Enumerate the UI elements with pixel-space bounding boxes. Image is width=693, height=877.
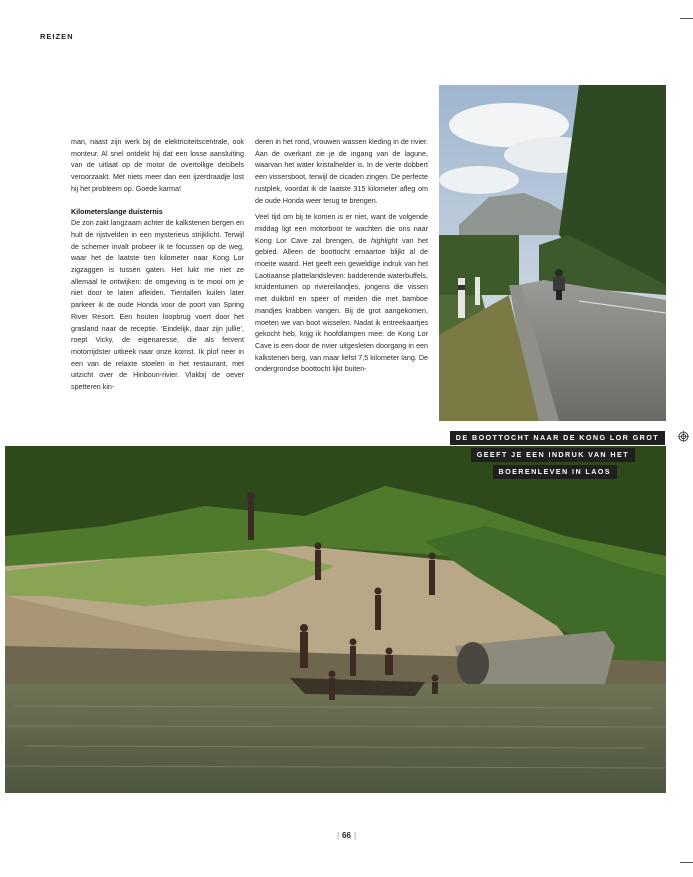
caption-line: GEEFT JE EEN INDRUK VAN HET (471, 448, 635, 462)
page-number-value: 66 (342, 831, 351, 840)
photo-caption (450, 431, 665, 479)
river-photo (5, 446, 666, 793)
page-number-divider: | (336, 831, 340, 840)
paragraph: De zon zakt langzaam achter de kalkstenen bergen en hult de rijstvelden in een mysterieus strijklicht. Terwijl de schemer invalt probeer ik te focussen op de weg, waar het de laatste tien kilometer naar Kong Lor zigzaggen is tussen gaten. Het lukt me niet ze allemaal te ontwijken: de omgeving is te mooi om je niet door te laten afleiden. Tientallen kuilen later parkeer ik de oude Honda voor de poort van Spring River Resort. Een houten loopbrug voert door het grasland naar de receptie. ‘Eindelijk, daar zijn jullie’, roept Vicky, de eigenaresse, die als fervent motorrijdster uitkeek naar onze komst. Ik plof neer in een van de relaxte stoelen in het restaurant, met uitzicht over de Hinboun-rivier. Vlakbij de oever spetteren kin- (71, 219, 244, 392)
subheading: Kilometerslange duisternis (71, 207, 163, 216)
road-photo (439, 85, 666, 421)
paragraph: man, naast zijn werk bij de elektriciteitscentrale, ook monteur. Al snel ontdekt hij dat een losse aansluiting van de uitlaat op de motor de overtollige decibels veroorzaakt. Met niets meer dan een ijzerdraadje lost hij het probleem op. Goede karma! (71, 138, 244, 193)
paragraph: deren in het rond, vrouwen wassen kleding in de rivier. Aan de overkant zie je de ingang van de lagune, waarvan het water kristalhelder is. In de verte dobbert een vissersboot, terwijl de cicaden zingen. De perfecte rustplek, voordat ik de laatste 315 kilometer afleg om de oude Honda weer terug te brengen. (255, 138, 428, 205)
registration-mark-icon (678, 431, 689, 442)
text-column-left (71, 137, 244, 394)
page-number (0, 831, 693, 840)
river-photo-illustration (5, 446, 666, 793)
crop-mark-bottom-right (680, 862, 693, 863)
crop-mark-top-right (680, 18, 693, 19)
emphasis: highlight (370, 236, 398, 245)
caption-line: DE BOOTTOCHT NAAR DE KONG LOR GROT (450, 431, 665, 445)
page-number-divider: | (353, 831, 357, 840)
text-column-right (255, 137, 428, 376)
road-photo-illustration (439, 85, 666, 421)
paragraph: Veel tijd om bij te komen is er niet, want de volgende middag ligt een motorboot te wachten die ons naar Kong Lor Cave zal brengen, de highlight van het gebied. Alleen de boottocht ernaartoe blijkt al de moeite waard. Het geeft een geweldige indruk van het Laotiaanse plattelandsleven: badderende waterbuffels, kruidentuinen op riviereilandjes, jongens die vissen met duikbril en speer of meiden die met bamboe mandjes krabben vangen. Bij de grot aangekomen, moeten we van boot wisselen. Nadat ik entreekaartjes gekocht heb, krijg ik hoofdlampen mee: de Kong Lor Cave is een door de rivier uitgesleten doorgang in een kalkstenen berg, van maar liefst 7,5 kilometer lang. De ondergrondse boottocht lijkt buiten- (255, 213, 428, 374)
section-label: REIZEN (40, 32, 74, 41)
caption-line: BOERENLEVEN IN LAOS (493, 465, 617, 479)
